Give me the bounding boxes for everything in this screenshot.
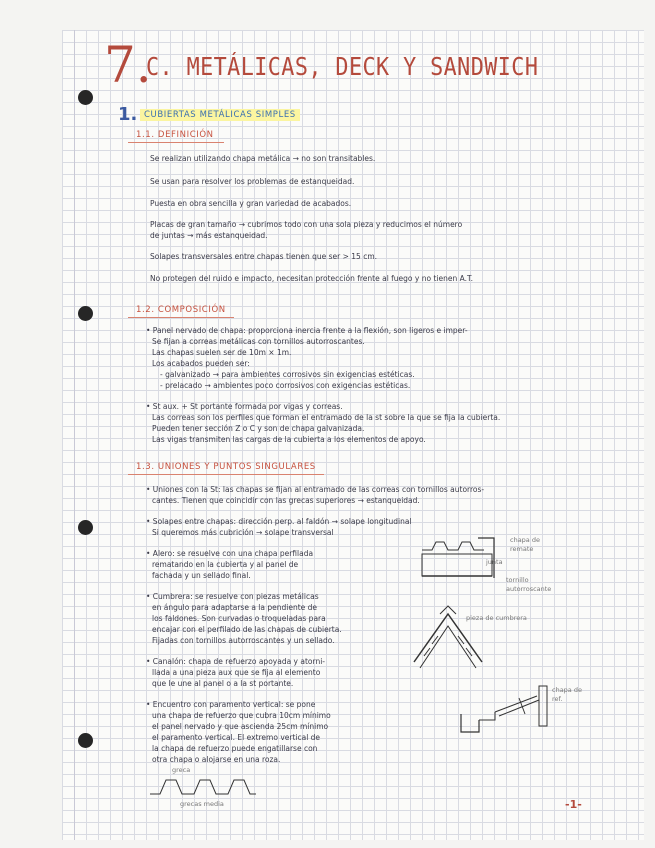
text-line: los faldones. Son curvadas o troqueladas para [152,614,326,623]
subsection-title-definicion: 1.1. DEFINICIÓN [136,130,214,140]
text-line: Fijadas con tornillos autorroscantes y un sellado. [152,636,335,645]
binder-hole-1 [78,90,93,105]
chapter-number: 7. [104,36,152,94]
text-line: Si queremos más cubrición → solape transversal [152,528,334,537]
text-line: - prelacado → ambientes poco corrosivos con exigencias estéticas. [160,381,411,390]
text-line: • Uniones con la St: las chapas se fijan al entramado de las correas con tornillos autorros- [146,485,485,494]
binder-hole-3 [78,520,93,535]
margin-line [74,30,75,840]
subsection-rule [128,317,234,318]
section-title: CUBIERTAS METÁLICAS SIMPLES [140,109,300,121]
text-line: otra chapa o alojarse en una roza. [152,755,281,764]
text-line: de juntas → más estanqueidad. [150,231,268,240]
eave-label: junta [486,558,503,566]
text-line: que le une al panel o a la st portante. [152,679,294,688]
binder-hole-2 [78,306,93,321]
text-line: Las vigas transmiten las cargas de la cubierta a los elementos de apoyo. [152,435,426,444]
chapter-title: C. METÁLICAS, DECK Y SANDWICH [146,52,539,81]
text-line: rematando en la cubierta y al panel de [152,560,299,569]
text-line: • Alero: se resuelve con una chapa perfilada [146,549,314,558]
subsection-title-composicion: 1.2. COMPOSICIÓN [136,305,226,315]
page-number: -1- [565,798,582,811]
subsection-title-uniones: 1.3. UNIONES Y PUNTOS SINGULARES [136,462,316,472]
text-line: Placas de gran tamaño → cubrimos todo con una sola pieza y reducimos el número [150,220,463,229]
text-line: el panel nervado y que ascienda 25cm mínimo [152,722,329,731]
text-line: Las correas son los perfiles que forman el entramado de la st sobre la que se fija la cubierta. [152,413,501,422]
text-line: • Canalón: chapa de refuerzo apoyada y atorni- [146,657,325,666]
text-line: Se fijan a correas metálicas con tornillos autorroscantes. [152,337,365,346]
sheet-profile-drawing [148,772,258,802]
eave-label: tornillo [506,576,529,584]
binder-hole-4 [78,733,93,748]
section-number: 1. [118,104,138,125]
text-line: encajar con el perfilado de las chapas de cubierta. [152,625,342,634]
text-line: fachada y un sellado final. [152,571,251,580]
text-line: • Encuentro con paramento vertical: se pone [146,700,316,709]
text-line: Puesta en obra sencilla y gran variedad de acabados. [150,199,352,208]
text-line: llada a una pieza aux que se fija al elemento [152,668,321,677]
text-line: cantes. Tienen que coincidir con las grecas superiores → estanqueidad. [152,496,420,505]
text-line: • Cumbrera: se resuelve con piezas metálicas [146,592,319,601]
ridge-label: pieza de cumbrera [466,614,527,622]
text-line: Los acabados pueden ser: [152,359,250,368]
text-line: No protegen del ruido e impacto, necesitan protección frente al fuego y no tienen A.T. [150,274,474,283]
text-line: Se realizan utilizando chapa metálica → no son transitables. [150,154,376,163]
text-line: Se usan para resolver los problemas de estanqueidad. [150,177,355,186]
eave-label: remate [510,545,534,553]
subsection-rule [128,142,224,143]
profile-label: greca [172,766,191,774]
vertical-wall-detail-drawing [455,684,550,744]
eave-label: chapa de [510,536,540,544]
text-line: - galvanizado → para ambientes corrosivos sin exigencias estéticas. [160,370,415,379]
wall-label: chapa de [552,686,582,694]
text-line: la chapa de refuerzo puede engatillarse con [152,744,318,753]
text-line: • Panel nervado de chapa: proporciona inercia frente a la flexión, son ligeros e imper- [146,326,468,335]
text-line: Las chapas suelen ser de 10m × 1m. [152,348,292,357]
text-line: en ángulo para adaptarse a la pendiente de [152,603,318,612]
text-line: el paramento vertical. El extremo vertical de [152,733,321,742]
text-line: • St aux. + St portante formada por vigas y correas. [146,402,343,411]
eave-label: autorroscante [506,585,552,593]
text-line: Pueden tener sección Z o C y son de chapa galvanizada. [152,424,365,433]
text-line: • Solapes entre chapas: dirección perp. al faldón → solape longitudinal [146,517,412,526]
subsection-rule [128,474,324,475]
text-line: Solapes transversales entre chapas tienen que ser > 15 cm. [150,252,378,261]
wall-label: ref. [552,695,563,703]
text-line: una chapa de refuerzo que cubra 10cm mínimo [152,711,331,720]
profile-label: grecas media [180,800,224,808]
